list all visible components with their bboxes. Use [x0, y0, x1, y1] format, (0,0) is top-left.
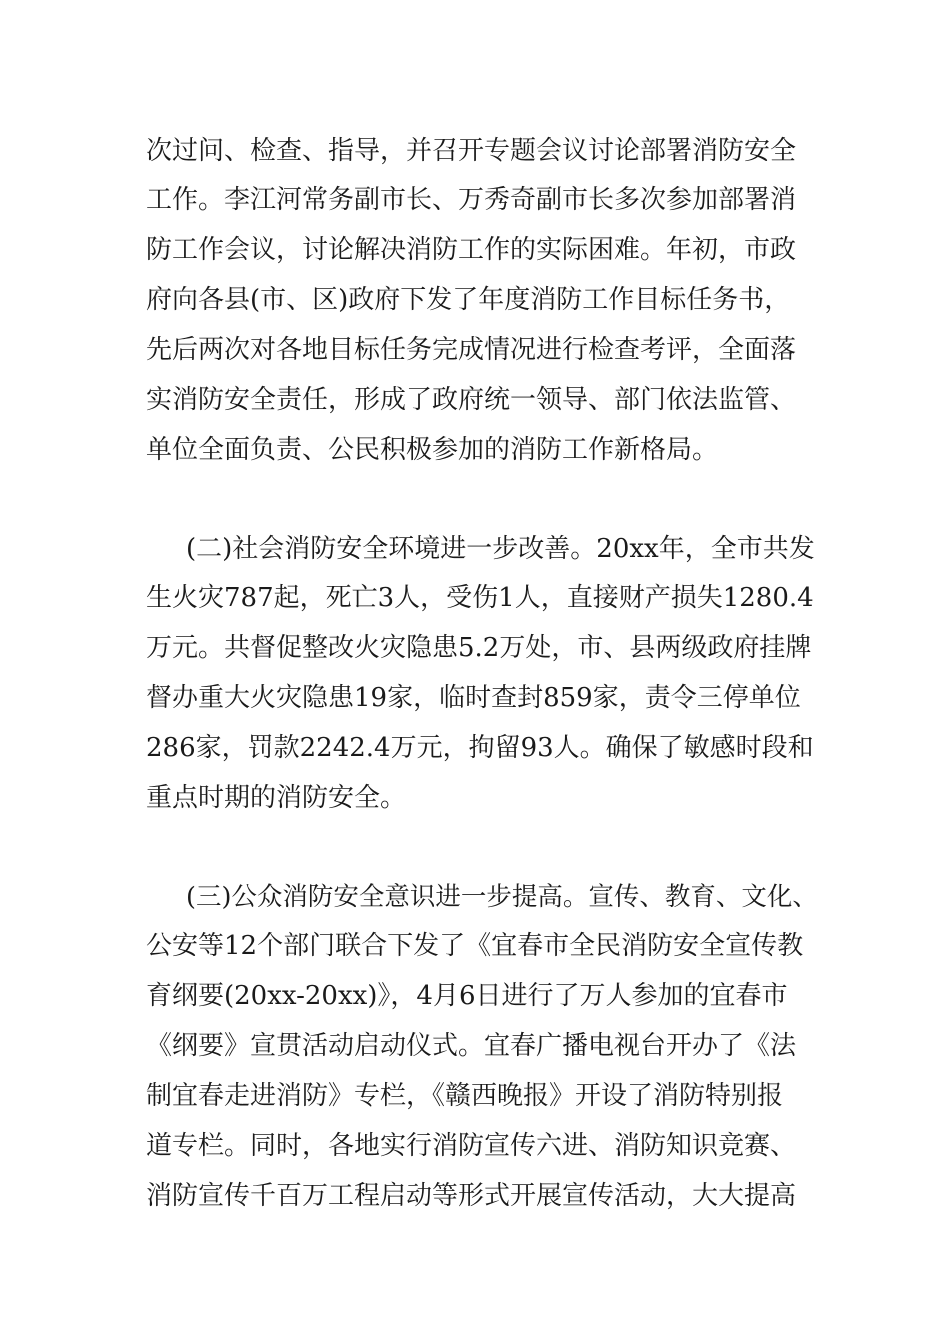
paragraph-2-line-5: 286家，罚款2242.4万元，拘留93人。确保了敏感时段和 — [146, 733, 814, 763]
paragraph-1-line-4: 府向各县(市、区)政府下发了年度消防工作目标任务书， — [146, 285, 791, 315]
paragraph-2-line-6: 重点时期的消防安全。 — [146, 783, 407, 813]
paragraph-3-line-5: 制宜春走进消防》专栏，《赣西晚报》开设了消防特别报 — [146, 1081, 784, 1111]
paragraph-3-line-2: 公安等12个部门联合下发了《宜春市全民消防安全宣传教 — [146, 931, 804, 961]
paragraph-2-line-4: 督办重大火灾隐患19家，临时查封859家，责令三停单位 — [146, 683, 801, 713]
paragraph-1-line-7: 单位全面负责、公民积极参加的消防工作新格局。 — [146, 435, 719, 465]
paragraph-2-line-2: 生火灾787起，死亡3人，受伤1人，直接财产损失1280.4 — [146, 583, 814, 613]
paragraph-3-line-6: 道专栏。同时，各地实行消防宣传六进、消防知识竞赛、 — [146, 1131, 797, 1161]
paragraph-2-line-3: 万元。共督促整改火灾隐患5.2万处，市、县两级政府挂牌 — [146, 633, 812, 663]
paragraph-1-line-3: 防工作会议，讨论解决消防工作的实际困难。年初，市政 — [146, 235, 797, 265]
paragraph-1-line-5: 先后两次对各地目标任务完成情况进行检查考评，全面落 — [146, 335, 797, 365]
paragraph-3-line-7: 消防宣传千百万工程启动等形式开展宣传活动，大大提高 — [146, 1181, 797, 1211]
paragraph-3-line-3: 育纲要(20xx-20xx)》，4月6日进行了万人参加的宜春市 — [146, 981, 788, 1011]
paragraph-1-line-1: 次过问、检查、指导，并召开专题会议讨论部署消防安全 — [146, 136, 797, 166]
paragraph-1-line-2: 工作。李江河常务副市长、万秀奇副市长多次参加部署消 — [146, 185, 797, 215]
paragraph-3-line-4: 《纲要》宣贯活动启动仪式。宜春广播电视台开办了《法 — [146, 1031, 797, 1061]
paragraph-1-line-6: 实消防安全责任，形成了政府统一领导、部门依法监管、 — [146, 385, 797, 415]
paragraph-2-line-1: (二)社会消防安全环境进一步改善。20xx年，全市共发 — [186, 534, 815, 564]
paragraph-3-line-1: (三)公众消防安全意识进一步提高。宣传、教育、文化、 — [186, 882, 818, 912]
